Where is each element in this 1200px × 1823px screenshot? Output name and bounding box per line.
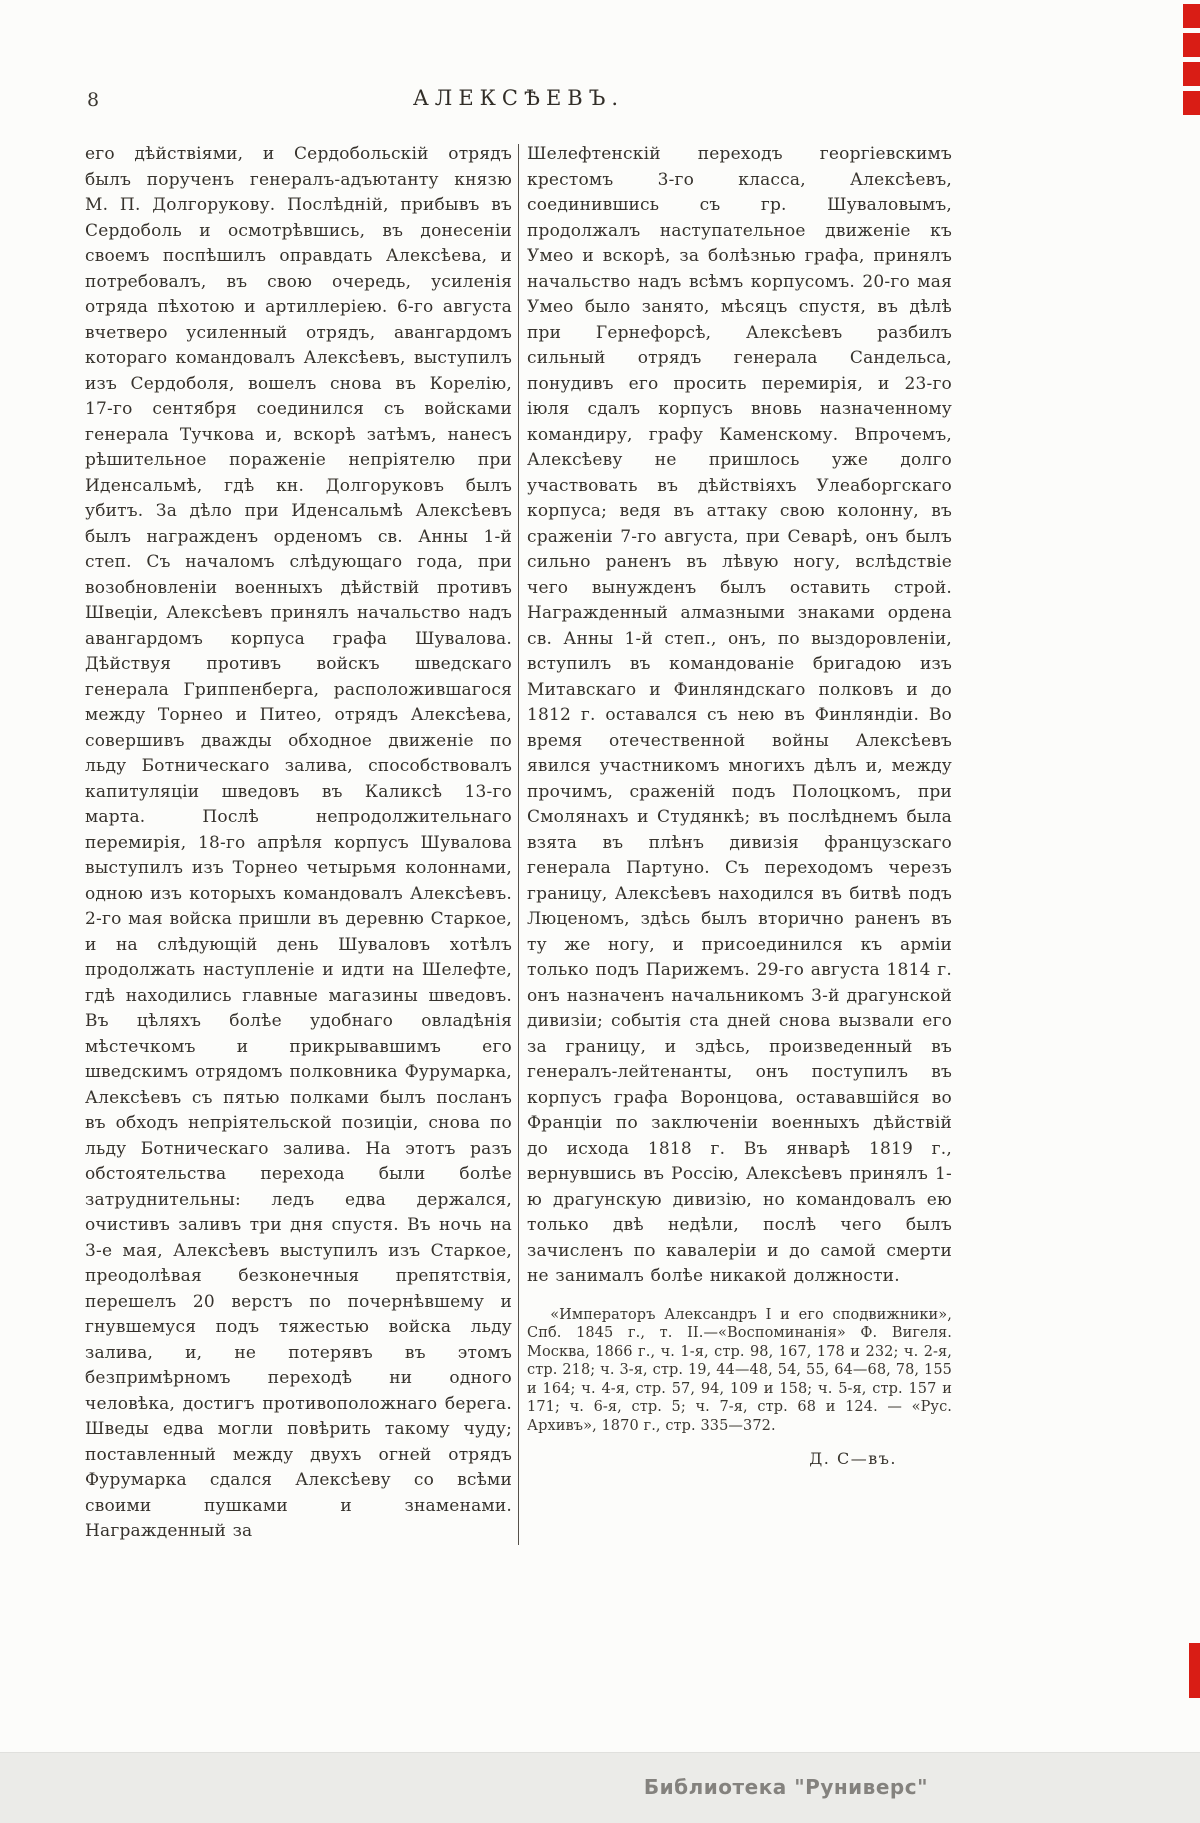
red-bookmark-mark — [1183, 91, 1200, 115]
red-bookmark-marks-top — [1183, 4, 1200, 115]
text-columns — [85, 142, 952, 1545]
page-number: 8 — [87, 89, 100, 111]
right-column — [527, 142, 952, 1545]
page-title: АЛЕКСѢЕВЪ. — [412, 86, 625, 110]
library-watermark: Библиотека "Руниверс" — [643, 1775, 928, 1799]
right-column-text: Шелефтенскій переходъ георгіевскимъ крестомъ 3-го класса, Алексѣевъ, соединившись съ гр. Шуваловымъ, продолжалъ наступательное движеніе къ Умео и вскорѣ, за болѣзнью графа, принялъ начальство надъ всѣмъ корпусомъ. 20-го мая Умео было занято, мѣсяцъ спустя, въ дѣлѣ при Гернефорсѣ, Алексѣевъ разбилъ сильный отрядъ генерала Сандельса, понудивъ его просить перемирія, и 23-го іюля сдалъ корпусъ вновь назначенному командиру, графу Каменскому. Впрочемъ, Алексѣеву не пришлось уже долго участвовать въ дѣйствіяхъ Улеаборгскаго корпуса; ведя въ аттаку свою колонну, въ сраженіи 7-го августа, при Севарѣ, онъ былъ сильно раненъ въ лѣвую ногу, вслѣдствіе чего вынужденъ былъ оставить строй. Награжденный алмазными знаками ордена св. Анны 1-й степ., онъ, по выздоровленіи, вступилъ въ командованіе бригадою изъ Митавскаго и Финляндскаго полковъ и до 1812 г. оставался съ нею въ Финляндіи. Во время отечественной войны Алексѣевъ явился участникомъ многихъ дѣлъ и, между прочимъ, сраженій подъ Полоцкомъ, при Смолянахъ и Студянкѣ; въ послѣднемъ была взята въ плѣнъ дивизія французскаго генерала Партуно. Съ переходомъ черезъ границу, Алексѣевъ находился въ битвѣ подъ Люценомъ, здѣсь былъ вторично раненъ въ ту же ногу, и присоединился къ арміи только подъ Парижемъ. 29-го августа 1814 г. онъ назначенъ начальникомъ 3-й драгунской дивизіи; событія ста дней снова вызвали его за границу, и здѣсь, произведенный въ генералъ-лейтенанты, онъ поступилъ въ корпусъ графа Воронцова, остававшійся во Франціи по заключеніи военныхъ дѣйствій до исхода 1818 г. Въ январѣ 1819 г., вернувшись въ Россію, Алексѣевъ принялъ 1-ю драгунскую дивизію, но командовалъ ею только двѣ недѣли, послѣ чего былъ зачисленъ по кавалеріи и до самой смерти не занималъ болѣе никакой должности. — [527, 144, 952, 1286]
author-signature: Д. С—въ. — [809, 1449, 897, 1468]
red-bookmark-mark-bottom — [1189, 1643, 1200, 1698]
red-bookmark-mark — [1183, 4, 1200, 28]
page-header — [85, 86, 952, 120]
column-divider — [518, 144, 519, 1545]
left-column-text: его дѣйствіями, и Сердобольскій отрядъ былъ порученъ генералъ-адъютанту князю М. П. Долгорукову. Послѣдній, прибывъ въ Сердоболь и осмотрѣвшись, въ донесеніи своемъ поспѣшилъ оправдать Алексѣева, и потребовалъ, въ свою очередь, усиленія отряда пѣхотою и артиллеріею. 6-го августа вчетверо усиленный отрядъ, авангардомъ котораго командовалъ Алексѣевъ, выступилъ изъ Сердоболя, вошелъ снова въ Корелію, 17-го сентября соединился съ войсками генерала Тучкова и, вскорѣ затѣмъ, нанесъ рѣшительное пораженіе непріятелю при Иденсальмѣ, гдѣ кн. Долгоруковъ былъ убитъ. За дѣло при Иденсальмѣ Алексѣевъ былъ награжденъ орденомъ св. Анны 1-й степ. Съ началомъ слѣдующаго года, при возобновленіи военныхъ дѣйствій противъ Швеціи, Алексѣевъ принялъ начальство надъ авангардомъ корпуса графа Шувалова. Дѣйствуя противъ войскъ шведскаго генерала Гриппенберга, расположившагося между Торнео и Питео, отрядъ Алексѣева, совершивъ дважды обходное движеніе по льду Ботническаго залива, способствовалъ капитуляціи шведовъ въ Каликсѣ 13-го марта. Послѣ непродолжительнаго перемирія, 18-го апрѣля корпусъ Шувалова выступилъ изъ Торнео четырьмя колоннами, одною изъ которыхъ командовалъ Алексѣевъ. 2-го мая войска пришли въ деревню Старкое, и на слѣдующій день Шуваловъ хотѣлъ продолжать наступленіе и идти на Шелефте, гдѣ находились главные магазины шведовъ. Въ цѣляхъ болѣе удобнаго овладѣнія мѣстечкомъ и прикрывавшимъ его шведскимъ отрядомъ полковника Фурумарка, Алексѣевъ съ пятью полками былъ посланъ въ обходъ непріятельской позиціи, снова по льду Ботническаго залива. На этотъ разъ обстоятельства перехода были болѣе затруднительны: ледъ едва держался, очистивъ заливъ три дня спустя. Въ ночь на 3-е мая, Алексѣевъ выступилъ изъ Старкое, преодолѣвая безконечныя препятствія, перешелъ 20 верстъ по почернѣвшему и гнувшемуся подъ тяжестью войска льду залива, и, не потерявъ въ этомъ безпримѣрномъ переходѣ ни одного человѣка, достигъ противоположнаго берега. Шведы едва могли повѣрить такому чуду; поставленный между двухъ огней отрядъ Фурумарка сдался Алексѣеву со всѣми своими пушками и знаменами. Награжденный за — [85, 144, 512, 1541]
red-bookmark-mark — [1183, 62, 1200, 86]
bibliography-footnote: «Императоръ Александръ I и его сподвижники», Спб. 1845 г., т. II.—«Воспоминанія» Ф. Вигеля. Москва, 1866 г., ч. 1-я, стр. 98, 167, 178 и 232; ч. 2-я, стр. 218; ч. 3-я, стр. 19, 44—48, 54, 55, 64—68, 78, 155 и 164; ч. 4-я, стр. 57, 94, 109 и 158; ч. 5-я, стр. 157 и 171; ч. 6-я, стр. 5; ч. 7-я, стр. 68 и 124. — «Рус. Архивъ», 1870 г., стр. 335—372. — [527, 1306, 952, 1434]
scan-footer-band — [0, 1752, 1200, 1823]
red-bookmark-mark — [1183, 33, 1200, 57]
